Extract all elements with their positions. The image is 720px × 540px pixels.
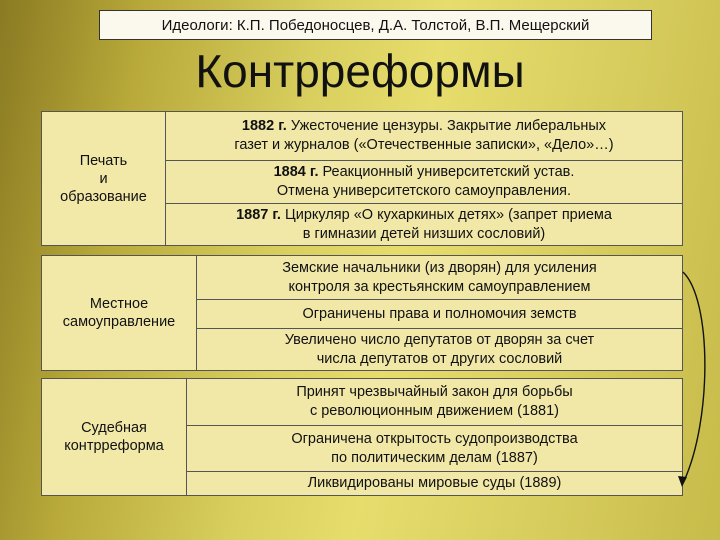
table-row: [187, 471, 682, 495]
table-row: [187, 425, 682, 471]
row-text: Увеличено число депутатов от дворян за счет: [284, 331, 595, 348]
row-text: Ликвидированы мировые суды (1889): [307, 475, 562, 491]
year-label: 1882 г.: [241, 118, 287, 134]
row-text: Отмена университетского самоуправления.: [276, 183, 572, 199]
table-row: [166, 203, 682, 245]
category-line: и: [99, 170, 108, 187]
row-text: газет и журналов («Отечественные записки», «Дело»…): [234, 137, 614, 153]
year-label: 1887 г.: [236, 206, 281, 223]
year-label: 1884 г.: [273, 164, 319, 180]
section-local-government: [41, 255, 683, 371]
row-text: в гимназии детей низших сословий): [302, 225, 546, 242]
page-title: Контрреформы: [195, 45, 525, 97]
row-text: контроля за крестьянским самоуправлением: [288, 278, 591, 295]
row-text: Принят чрезвычайный закон для борьбы: [296, 384, 573, 400]
ideologists-text: Идеологи: К.П. Победоносцев, Д.А. Толстой, В.П. Мещерский: [161, 16, 590, 34]
row-text: Циркуляр «О кухаркиных детях» (запрет приема: [285, 206, 612, 223]
row-text: Ограничена открытость судопроизводства: [291, 430, 578, 447]
category-cell: [42, 112, 166, 245]
row-text: по политическим делам (1887): [331, 449, 538, 466]
category-line: Судебная: [81, 420, 147, 436]
row-text: числа депутатов от других сословий: [316, 350, 563, 367]
ideologists-box: [99, 10, 652, 40]
category-line: контрреформа: [64, 438, 164, 454]
category-line: образование: [60, 188, 147, 205]
table-row: [197, 256, 682, 299]
row-text: с революционным движением (1881): [309, 403, 560, 419]
section-press-education: [41, 111, 683, 246]
row-text: Ограничены права и полномочия земств: [302, 305, 577, 322]
section-judicial-counterreform: [41, 378, 683, 496]
table-row: [187, 379, 682, 425]
table-row: [197, 328, 682, 370]
row-text: Реакционный университетский устав.: [322, 164, 575, 180]
category-cell: [42, 379, 187, 495]
row-text: Ужесточение цензуры. Закрытие либеральных: [290, 118, 607, 134]
category-line: Печать: [79, 152, 128, 169]
table-row: [166, 112, 682, 160]
table-row: [166, 160, 682, 203]
category-cell: [42, 256, 197, 370]
category-line: самоуправление: [62, 314, 176, 330]
table-row: [197, 299, 682, 328]
category-line: Местное: [89, 296, 149, 312]
row-text: Земские начальники (из дворян) для усиления: [282, 259, 597, 276]
